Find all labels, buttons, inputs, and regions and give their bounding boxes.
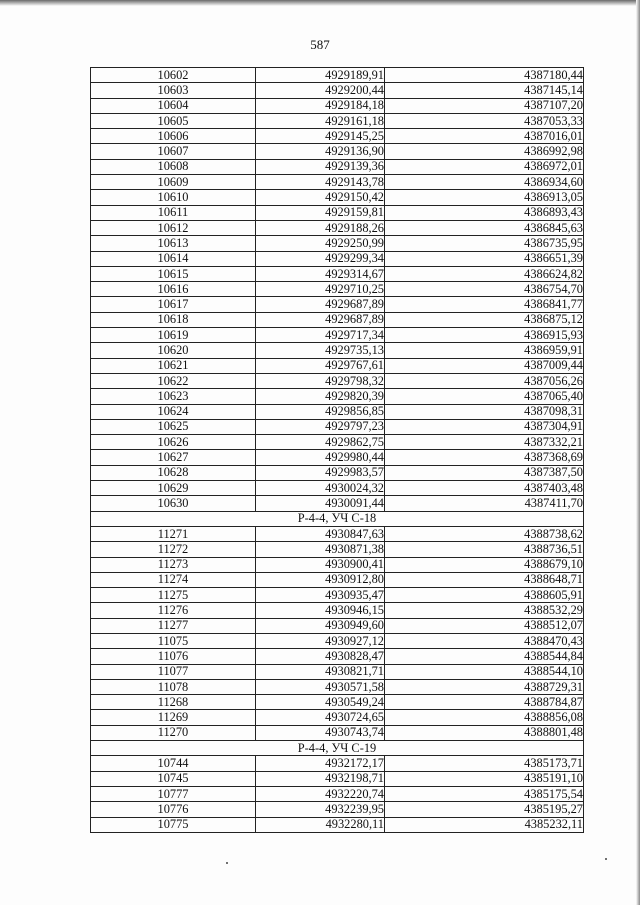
table-row [91, 481, 584, 496]
x-coordinate-cell: 4930091,44 [256, 496, 385, 511]
y-coordinate-cell: 4386934,60 [385, 175, 584, 190]
y-coordinate-cell: 4387403,48 [385, 481, 584, 496]
table-row [91, 695, 584, 710]
table-row [91, 144, 584, 159]
table-row [91, 542, 584, 557]
table-row [91, 725, 584, 740]
x-coordinate-cell: 4929797,23 [256, 419, 385, 434]
x-coordinate-cell: 4930724,65 [256, 710, 385, 725]
point-number-cell: 11269 [91, 710, 256, 725]
table-row [91, 98, 584, 113]
point-number-cell: 10622 [91, 373, 256, 388]
table-row [91, 771, 584, 786]
table-row [91, 68, 584, 83]
point-number-cell: 11272 [91, 542, 256, 557]
x-coordinate-cell: 4930900,41 [256, 557, 385, 572]
point-number-cell: 10745 [91, 771, 256, 786]
table-row [91, 205, 584, 220]
table-row [91, 190, 584, 205]
y-coordinate-cell: 4387053,33 [385, 113, 584, 128]
table-row [91, 236, 584, 251]
point-number-cell: 10629 [91, 481, 256, 496]
x-coordinate-cell: 4929143,78 [256, 175, 385, 190]
y-coordinate-cell: 4386754,70 [385, 282, 584, 297]
y-coordinate-cell: 4387016,01 [385, 129, 584, 144]
point-number-cell: 10616 [91, 282, 256, 297]
y-coordinate-cell: 4386959,91 [385, 343, 584, 358]
x-coordinate-cell: 4929299,34 [256, 251, 385, 266]
y-coordinate-cell: 4387387,50 [385, 465, 584, 480]
point-number-cell: 10620 [91, 343, 256, 358]
point-number-cell: 10623 [91, 389, 256, 404]
table-row [91, 358, 584, 373]
coordinates-table-body [91, 68, 584, 833]
table-row [91, 450, 584, 465]
x-coordinate-cell: 4929314,67 [256, 266, 385, 281]
y-coordinate-cell: 4386875,12 [385, 312, 584, 327]
table-row [91, 618, 584, 633]
x-coordinate-cell: 4929767,61 [256, 358, 385, 373]
x-coordinate-cell: 4930927,12 [256, 633, 385, 648]
y-coordinate-cell: 4388801,48 [385, 725, 584, 740]
x-coordinate-cell: 4929145,25 [256, 129, 385, 144]
table-row [91, 251, 584, 266]
point-number-cell: 11270 [91, 725, 256, 740]
point-number-cell: 10625 [91, 419, 256, 434]
table-row [91, 297, 584, 312]
point-number-cell: 10605 [91, 113, 256, 128]
x-coordinate-cell: 4929136,90 [256, 144, 385, 159]
x-coordinate-cell: 4929184,18 [256, 98, 385, 113]
y-coordinate-cell: 4387304,91 [385, 419, 584, 434]
point-number-cell: 10604 [91, 98, 256, 113]
y-coordinate-cell: 4388544,84 [385, 649, 584, 664]
y-coordinate-cell: 4386624,82 [385, 266, 584, 281]
x-coordinate-cell: 4929798,32 [256, 373, 385, 388]
table-row [91, 435, 584, 450]
table-row [91, 496, 584, 511]
y-coordinate-cell: 4388736,51 [385, 542, 584, 557]
table-row [91, 679, 584, 694]
point-number-cell: 10775 [91, 817, 256, 832]
table-row [91, 83, 584, 98]
point-number-cell: 10602 [91, 68, 256, 83]
point-number-cell: 10610 [91, 190, 256, 205]
x-coordinate-cell: 4930821,71 [256, 664, 385, 679]
y-coordinate-cell: 4387009,44 [385, 358, 584, 373]
scan-speck [226, 862, 228, 864]
scan-speck [605, 858, 607, 860]
y-coordinate-cell: 4387332,21 [385, 435, 584, 450]
point-number-cell: 11075 [91, 633, 256, 648]
y-coordinate-cell: 4388532,29 [385, 603, 584, 618]
y-coordinate-cell: 4385191,10 [385, 771, 584, 786]
x-coordinate-cell: 4929856,85 [256, 404, 385, 419]
x-coordinate-cell: 4929735,13 [256, 343, 385, 358]
y-coordinate-cell: 4386915,93 [385, 328, 584, 343]
y-coordinate-cell: 4386845,63 [385, 220, 584, 235]
x-coordinate-cell: 4930912,80 [256, 572, 385, 587]
point-number-cell: 10611 [91, 205, 256, 220]
point-number-cell: 11277 [91, 618, 256, 633]
point-number-cell: 10627 [91, 450, 256, 465]
y-coordinate-cell: 4385175,54 [385, 786, 584, 801]
y-coordinate-cell: 4388544,10 [385, 664, 584, 679]
point-number-cell: 10608 [91, 159, 256, 174]
point-number-cell: 11276 [91, 603, 256, 618]
x-coordinate-cell: 4932280,11 [256, 817, 385, 832]
x-coordinate-cell: 4930871,38 [256, 542, 385, 557]
y-coordinate-cell: 4387056,26 [385, 373, 584, 388]
point-number-cell: 10776 [91, 802, 256, 817]
point-number-cell: 10777 [91, 786, 256, 801]
scan-edge-top [0, 0, 640, 6]
point-number-cell: 10744 [91, 756, 256, 771]
point-number-cell: 10607 [91, 144, 256, 159]
table-row [91, 419, 584, 434]
point-number-cell: 11076 [91, 649, 256, 664]
y-coordinate-cell: 4388605,91 [385, 588, 584, 603]
table-row [91, 113, 584, 128]
table-row [91, 129, 584, 144]
y-coordinate-cell: 4387107,20 [385, 98, 584, 113]
x-coordinate-cell: 4929161,18 [256, 113, 385, 128]
table-row [91, 404, 584, 419]
table-row [91, 282, 584, 297]
y-coordinate-cell: 4386972,01 [385, 159, 584, 174]
table-row [91, 603, 584, 618]
y-coordinate-cell: 4387411,70 [385, 496, 584, 511]
point-number-cell: 10630 [91, 496, 256, 511]
table-row [91, 175, 584, 190]
x-coordinate-cell: 4932239,95 [256, 802, 385, 817]
x-coordinate-cell: 4929139,36 [256, 159, 385, 174]
y-coordinate-cell: 4388679,10 [385, 557, 584, 572]
table-row [91, 343, 584, 358]
y-coordinate-cell: 4386893,43 [385, 205, 584, 220]
table-row [91, 465, 584, 480]
x-coordinate-cell: 4929983,57 [256, 465, 385, 480]
y-coordinate-cell: 4385195,27 [385, 802, 584, 817]
x-coordinate-cell: 4930935,47 [256, 588, 385, 603]
point-number-cell: 11271 [91, 526, 256, 541]
x-coordinate-cell: 4929820,39 [256, 389, 385, 404]
table-row [91, 373, 584, 388]
y-coordinate-cell: 4388648,71 [385, 572, 584, 587]
y-coordinate-cell: 4388512,07 [385, 618, 584, 633]
y-coordinate-cell: 4388470,43 [385, 633, 584, 648]
section-heading: Р-4-4, УЧ С-18 [91, 511, 584, 526]
section-heading-row [91, 511, 584, 526]
x-coordinate-cell: 4930743,74 [256, 725, 385, 740]
table-row [91, 159, 584, 174]
table-row [91, 389, 584, 404]
point-number-cell: 10612 [91, 220, 256, 235]
x-coordinate-cell: 4929980,44 [256, 450, 385, 465]
y-coordinate-cell: 4387145,14 [385, 83, 584, 98]
x-coordinate-cell: 4930571,58 [256, 679, 385, 694]
x-coordinate-cell: 4932198,71 [256, 771, 385, 786]
x-coordinate-cell: 4929862,75 [256, 435, 385, 450]
point-number-cell: 10603 [91, 83, 256, 98]
point-number-cell: 11268 [91, 695, 256, 710]
table-row [91, 649, 584, 664]
point-number-cell: 10621 [91, 358, 256, 373]
point-number-cell: 11273 [91, 557, 256, 572]
y-coordinate-cell: 4386841,77 [385, 297, 584, 312]
section-heading: Р-4-4, УЧ С-19 [91, 741, 584, 756]
table-row [91, 710, 584, 725]
point-number-cell: 10626 [91, 435, 256, 450]
y-coordinate-cell: 4386913,05 [385, 190, 584, 205]
y-coordinate-cell: 4385232,11 [385, 817, 584, 832]
x-coordinate-cell: 4930946,15 [256, 603, 385, 618]
point-number-cell: 11274 [91, 572, 256, 587]
table-row [91, 526, 584, 541]
y-coordinate-cell: 4386735,95 [385, 236, 584, 251]
page-number: 587 [310, 37, 330, 52]
point-number-cell: 10606 [91, 129, 256, 144]
table-row [91, 756, 584, 771]
point-number-cell: 10615 [91, 266, 256, 281]
x-coordinate-cell: 4930024,32 [256, 481, 385, 496]
scan-edge-right [636, 0, 640, 905]
x-coordinate-cell: 4932220,74 [256, 786, 385, 801]
table-row [91, 557, 584, 572]
x-coordinate-cell: 4929188,26 [256, 220, 385, 235]
point-number-cell: 11078 [91, 679, 256, 694]
table-row [91, 572, 584, 587]
x-coordinate-cell: 4929250,99 [256, 236, 385, 251]
x-coordinate-cell: 4929687,89 [256, 312, 385, 327]
x-coordinate-cell: 4932172,17 [256, 756, 385, 771]
point-number-cell: 11275 [91, 588, 256, 603]
x-coordinate-cell: 4930949,60 [256, 618, 385, 633]
table-row [91, 588, 584, 603]
x-coordinate-cell: 4929710,25 [256, 282, 385, 297]
x-coordinate-cell: 4930828,47 [256, 649, 385, 664]
point-number-cell: 10618 [91, 312, 256, 327]
table-row [91, 786, 584, 801]
y-coordinate-cell: 4387065,40 [385, 389, 584, 404]
point-number-cell: 10609 [91, 175, 256, 190]
x-coordinate-cell: 4929189,91 [256, 68, 385, 83]
x-coordinate-cell: 4930847,63 [256, 526, 385, 541]
table-row [91, 312, 584, 327]
table-row [91, 633, 584, 648]
y-coordinate-cell: 4385173,71 [385, 756, 584, 771]
point-number-cell: 10613 [91, 236, 256, 251]
y-coordinate-cell: 4388784,87 [385, 695, 584, 710]
table-row [91, 220, 584, 235]
x-coordinate-cell: 4929717,34 [256, 328, 385, 343]
table-row [91, 817, 584, 832]
point-number-cell: 11077 [91, 664, 256, 679]
y-coordinate-cell: 4387180,44 [385, 68, 584, 83]
x-coordinate-cell: 4929159,81 [256, 205, 385, 220]
y-coordinate-cell: 4388729,31 [385, 679, 584, 694]
x-coordinate-cell: 4929150,42 [256, 190, 385, 205]
point-number-cell: 10624 [91, 404, 256, 419]
x-coordinate-cell: 4930549,24 [256, 695, 385, 710]
coordinates-table [90, 67, 584, 833]
y-coordinate-cell: 4386651,39 [385, 251, 584, 266]
x-coordinate-cell: 4929200,44 [256, 83, 385, 98]
y-coordinate-cell: 4388738,62 [385, 526, 584, 541]
x-coordinate-cell: 4929687,89 [256, 297, 385, 312]
table-row [91, 266, 584, 281]
y-coordinate-cell: 4387098,31 [385, 404, 584, 419]
table-row [91, 328, 584, 343]
table-row [91, 802, 584, 817]
y-coordinate-cell: 4387368,69 [385, 450, 584, 465]
section-heading-row [91, 741, 584, 756]
y-coordinate-cell: 4388856,08 [385, 710, 584, 725]
point-number-cell: 10614 [91, 251, 256, 266]
y-coordinate-cell: 4386992,98 [385, 144, 584, 159]
point-number-cell: 10628 [91, 465, 256, 480]
point-number-cell: 10617 [91, 297, 256, 312]
point-number-cell: 10619 [91, 328, 256, 343]
table-row [91, 664, 584, 679]
